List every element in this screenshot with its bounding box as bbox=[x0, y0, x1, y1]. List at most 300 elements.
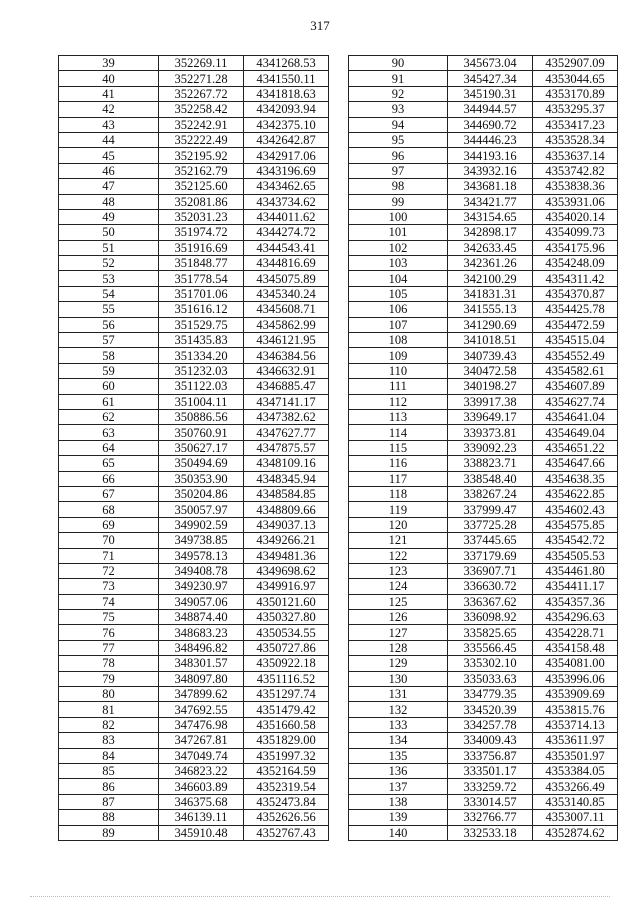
y-coordinate-cell: 4344816.69 bbox=[244, 256, 329, 271]
table-row bbox=[59, 102, 329, 117]
table-row bbox=[59, 379, 329, 394]
point-number-cell: 77 bbox=[59, 640, 159, 655]
table-row bbox=[59, 56, 329, 71]
table-row bbox=[349, 717, 618, 732]
x-coordinate-cell: 334520.39 bbox=[448, 702, 533, 717]
x-coordinate-cell: 341290.69 bbox=[448, 317, 533, 332]
table-row bbox=[59, 394, 329, 409]
x-coordinate-cell: 351616.12 bbox=[159, 302, 244, 317]
y-coordinate-cell: 4352626.56 bbox=[244, 810, 329, 825]
table-row bbox=[349, 810, 618, 825]
y-coordinate-cell: 4354425.78 bbox=[533, 302, 618, 317]
point-number-cell: 140 bbox=[349, 825, 448, 840]
x-coordinate-cell: 337445.65 bbox=[448, 533, 533, 548]
y-coordinate-cell: 4353714.13 bbox=[533, 717, 618, 732]
x-coordinate-cell: 336907.71 bbox=[448, 563, 533, 578]
y-coordinate-cell: 4351997.32 bbox=[244, 748, 329, 763]
x-coordinate-cell: 338267.24 bbox=[448, 486, 533, 501]
point-number-cell: 46 bbox=[59, 163, 159, 178]
table-row bbox=[349, 225, 618, 240]
point-number-cell: 130 bbox=[349, 671, 448, 686]
y-coordinate-cell: 4346885.47 bbox=[244, 379, 329, 394]
x-coordinate-cell: 350353.90 bbox=[159, 471, 244, 486]
y-coordinate-cell: 4346121.95 bbox=[244, 333, 329, 348]
table-row bbox=[59, 563, 329, 578]
point-number-cell: 78 bbox=[59, 656, 159, 671]
table-row bbox=[59, 517, 329, 532]
table-row bbox=[59, 302, 329, 317]
table-row bbox=[349, 256, 618, 271]
table-row bbox=[59, 348, 329, 363]
table-row bbox=[59, 640, 329, 655]
y-coordinate-cell: 4354311.42 bbox=[533, 271, 618, 286]
y-coordinate-cell: 4348584.85 bbox=[244, 486, 329, 501]
x-coordinate-cell: 336367.62 bbox=[448, 594, 533, 609]
y-coordinate-cell: 4342093.94 bbox=[244, 102, 329, 117]
table-row bbox=[349, 548, 618, 563]
y-coordinate-cell: 4344274.72 bbox=[244, 225, 329, 240]
y-coordinate-cell: 4352767.43 bbox=[244, 825, 329, 840]
table-row bbox=[59, 471, 329, 486]
x-coordinate-cell: 343421.77 bbox=[448, 194, 533, 209]
y-coordinate-cell: 4354582.61 bbox=[533, 363, 618, 378]
x-coordinate-cell: 349230.97 bbox=[159, 579, 244, 594]
y-coordinate-cell: 4353140.85 bbox=[533, 794, 618, 809]
table-row bbox=[59, 763, 329, 778]
point-number-cell: 107 bbox=[349, 317, 448, 332]
y-coordinate-cell: 4349698.62 bbox=[244, 563, 329, 578]
x-coordinate-cell: 351435.83 bbox=[159, 333, 244, 348]
y-coordinate-cell: 4354175.96 bbox=[533, 240, 618, 255]
table-row bbox=[59, 610, 329, 625]
table-row bbox=[59, 779, 329, 794]
x-coordinate-cell: 339373.81 bbox=[448, 425, 533, 440]
y-coordinate-cell: 4348809.66 bbox=[244, 502, 329, 517]
x-coordinate-cell: 345910.48 bbox=[159, 825, 244, 840]
point-number-cell: 58 bbox=[59, 348, 159, 363]
y-coordinate-cell: 4343734.62 bbox=[244, 194, 329, 209]
y-coordinate-cell: 4353295.37 bbox=[533, 102, 618, 117]
point-number-cell: 97 bbox=[349, 163, 448, 178]
x-coordinate-cell: 351701.06 bbox=[159, 286, 244, 301]
point-number-cell: 104 bbox=[349, 271, 448, 286]
point-number-cell: 47 bbox=[59, 179, 159, 194]
point-number-cell: 52 bbox=[59, 256, 159, 271]
x-coordinate-cell: 349408.78 bbox=[159, 563, 244, 578]
point-number-cell: 82 bbox=[59, 717, 159, 732]
y-coordinate-cell: 4353384.05 bbox=[533, 763, 618, 778]
x-coordinate-cell: 350204.86 bbox=[159, 486, 244, 501]
y-coordinate-cell: 4354228.71 bbox=[533, 625, 618, 640]
x-coordinate-cell: 347899.62 bbox=[159, 687, 244, 702]
y-coordinate-cell: 4354296.63 bbox=[533, 610, 618, 625]
x-coordinate-cell: 333501.17 bbox=[448, 763, 533, 778]
table-row bbox=[349, 579, 618, 594]
table-row bbox=[349, 194, 618, 209]
y-coordinate-cell: 4348345.94 bbox=[244, 471, 329, 486]
table-row bbox=[349, 86, 618, 101]
point-number-cell: 86 bbox=[59, 779, 159, 794]
table-row bbox=[59, 748, 329, 763]
point-number-cell: 66 bbox=[59, 471, 159, 486]
table-row bbox=[349, 240, 618, 255]
x-coordinate-cell: 350886.56 bbox=[159, 409, 244, 424]
table-row bbox=[59, 440, 329, 455]
point-number-cell: 55 bbox=[59, 302, 159, 317]
x-coordinate-cell: 334779.35 bbox=[448, 687, 533, 702]
point-number-cell: 49 bbox=[59, 209, 159, 224]
point-number-cell: 110 bbox=[349, 363, 448, 378]
y-coordinate-cell: 4343462.65 bbox=[244, 179, 329, 194]
point-number-cell: 92 bbox=[349, 86, 448, 101]
point-number-cell: 137 bbox=[349, 779, 448, 794]
point-number-cell: 102 bbox=[349, 240, 448, 255]
y-coordinate-cell: 4354505.53 bbox=[533, 548, 618, 563]
table-row bbox=[59, 702, 329, 717]
point-number-cell: 106 bbox=[349, 302, 448, 317]
y-coordinate-cell: 4352164.59 bbox=[244, 763, 329, 778]
y-coordinate-cell: 4345608.71 bbox=[244, 302, 329, 317]
y-coordinate-cell: 4342917.06 bbox=[244, 148, 329, 163]
table-row bbox=[59, 625, 329, 640]
y-coordinate-cell: 4349266.21 bbox=[244, 533, 329, 548]
y-coordinate-cell: 4347382.62 bbox=[244, 409, 329, 424]
table-row bbox=[59, 733, 329, 748]
point-number-cell: 112 bbox=[349, 394, 448, 409]
point-number-cell: 50 bbox=[59, 225, 159, 240]
point-number-cell: 132 bbox=[349, 702, 448, 717]
y-coordinate-cell: 4341268.53 bbox=[244, 56, 329, 71]
x-coordinate-cell: 352258.42 bbox=[159, 102, 244, 117]
x-coordinate-cell: 345427.34 bbox=[448, 71, 533, 86]
y-coordinate-cell: 4345340.24 bbox=[244, 286, 329, 301]
y-coordinate-cell: 4354647.66 bbox=[533, 456, 618, 471]
x-coordinate-cell: 335825.65 bbox=[448, 625, 533, 640]
table-row bbox=[349, 594, 618, 609]
point-number-cell: 61 bbox=[59, 394, 159, 409]
point-number-cell: 73 bbox=[59, 579, 159, 594]
table-row bbox=[349, 486, 618, 501]
table-row bbox=[59, 117, 329, 132]
point-number-cell: 101 bbox=[349, 225, 448, 240]
x-coordinate-cell: 347049.74 bbox=[159, 748, 244, 763]
table-row bbox=[349, 333, 618, 348]
x-coordinate-cell: 339649.17 bbox=[448, 409, 533, 424]
point-number-cell: 71 bbox=[59, 548, 159, 563]
table-row bbox=[349, 363, 618, 378]
y-coordinate-cell: 4345075.89 bbox=[244, 271, 329, 286]
y-coordinate-cell: 4350327.80 bbox=[244, 610, 329, 625]
point-number-cell: 81 bbox=[59, 702, 159, 717]
x-coordinate-cell: 348097.80 bbox=[159, 671, 244, 686]
point-number-cell: 53 bbox=[59, 271, 159, 286]
table-row bbox=[59, 810, 329, 825]
table-row bbox=[349, 656, 618, 671]
y-coordinate-cell: 4353501.97 bbox=[533, 748, 618, 763]
x-coordinate-cell: 346823.22 bbox=[159, 763, 244, 778]
point-number-cell: 51 bbox=[59, 240, 159, 255]
y-coordinate-cell: 4342642.87 bbox=[244, 132, 329, 147]
x-coordinate-cell: 352125.60 bbox=[159, 179, 244, 194]
x-coordinate-cell: 349902.59 bbox=[159, 517, 244, 532]
table-row bbox=[349, 409, 618, 424]
table-row bbox=[59, 163, 329, 178]
x-coordinate-cell: 343154.65 bbox=[448, 209, 533, 224]
y-coordinate-cell: 4354370.87 bbox=[533, 286, 618, 301]
table-row bbox=[349, 132, 618, 147]
point-number-cell: 138 bbox=[349, 794, 448, 809]
table-row bbox=[349, 271, 618, 286]
x-coordinate-cell: 352269.11 bbox=[159, 56, 244, 71]
point-number-cell: 76 bbox=[59, 625, 159, 640]
table-row bbox=[59, 317, 329, 332]
point-number-cell: 90 bbox=[349, 56, 448, 71]
table-row bbox=[349, 533, 618, 548]
table-row bbox=[59, 533, 329, 548]
point-number-cell: 116 bbox=[349, 456, 448, 471]
point-number-cell: 67 bbox=[59, 486, 159, 501]
y-coordinate-cell: 4352319.54 bbox=[244, 779, 329, 794]
y-coordinate-cell: 4353742.82 bbox=[533, 163, 618, 178]
table-row bbox=[59, 256, 329, 271]
point-number-cell: 70 bbox=[59, 533, 159, 548]
table-row bbox=[59, 425, 329, 440]
point-number-cell: 44 bbox=[59, 132, 159, 147]
x-coordinate-cell: 349057.06 bbox=[159, 594, 244, 609]
point-number-cell: 84 bbox=[59, 748, 159, 763]
table-row bbox=[59, 502, 329, 517]
point-number-cell: 123 bbox=[349, 563, 448, 578]
x-coordinate-cell: 346139.11 bbox=[159, 810, 244, 825]
x-coordinate-cell: 350494.69 bbox=[159, 456, 244, 471]
table-row bbox=[59, 456, 329, 471]
y-coordinate-cell: 4347875.57 bbox=[244, 440, 329, 455]
x-coordinate-cell: 337725.28 bbox=[448, 517, 533, 532]
table-row bbox=[59, 687, 329, 702]
x-coordinate-cell: 347267.81 bbox=[159, 733, 244, 748]
table-row bbox=[349, 563, 618, 578]
x-coordinate-cell: 342898.17 bbox=[448, 225, 533, 240]
x-coordinate-cell: 334257.78 bbox=[448, 717, 533, 732]
y-coordinate-cell: 4353637.14 bbox=[533, 148, 618, 163]
table-row bbox=[59, 194, 329, 209]
y-coordinate-cell: 4352473.84 bbox=[244, 794, 329, 809]
point-number-cell: 120 bbox=[349, 517, 448, 532]
table-row bbox=[59, 594, 329, 609]
point-number-cell: 118 bbox=[349, 486, 448, 501]
y-coordinate-cell: 4354602.43 bbox=[533, 502, 618, 517]
x-coordinate-cell: 337999.47 bbox=[448, 502, 533, 517]
x-coordinate-cell: 351974.72 bbox=[159, 225, 244, 240]
table-row bbox=[59, 717, 329, 732]
y-coordinate-cell: 4354649.04 bbox=[533, 425, 618, 440]
point-number-cell: 83 bbox=[59, 733, 159, 748]
y-coordinate-cell: 4354461.80 bbox=[533, 563, 618, 578]
point-number-cell: 124 bbox=[349, 579, 448, 594]
table-row bbox=[349, 302, 618, 317]
y-coordinate-cell: 4344011.62 bbox=[244, 209, 329, 224]
point-number-cell: 135 bbox=[349, 748, 448, 763]
y-coordinate-cell: 4350727.86 bbox=[244, 640, 329, 655]
table-row bbox=[59, 486, 329, 501]
point-number-cell: 105 bbox=[349, 286, 448, 301]
y-coordinate-cell: 4344543.41 bbox=[244, 240, 329, 255]
point-number-cell: 48 bbox=[59, 194, 159, 209]
table-row bbox=[59, 363, 329, 378]
y-coordinate-cell: 4353417.23 bbox=[533, 117, 618, 132]
y-coordinate-cell: 4353815.76 bbox=[533, 702, 618, 717]
table-row bbox=[349, 163, 618, 178]
x-coordinate-cell: 342100.29 bbox=[448, 271, 533, 286]
table-row bbox=[59, 86, 329, 101]
y-coordinate-cell: 4347627.77 bbox=[244, 425, 329, 440]
y-coordinate-cell: 4354158.48 bbox=[533, 640, 618, 655]
x-coordinate-cell: 342361.26 bbox=[448, 256, 533, 271]
y-coordinate-cell: 4354542.72 bbox=[533, 533, 618, 548]
x-coordinate-cell: 351334.20 bbox=[159, 348, 244, 363]
x-coordinate-cell: 341831.31 bbox=[448, 286, 533, 301]
point-number-cell: 93 bbox=[349, 102, 448, 117]
y-coordinate-cell: 4351297.74 bbox=[244, 687, 329, 702]
table-row bbox=[59, 286, 329, 301]
point-number-cell: 59 bbox=[59, 363, 159, 378]
point-number-cell: 72 bbox=[59, 563, 159, 578]
y-coordinate-cell: 4353838.36 bbox=[533, 179, 618, 194]
table-row bbox=[59, 209, 329, 224]
x-coordinate-cell: 350057.97 bbox=[159, 502, 244, 517]
point-number-cell: 121 bbox=[349, 533, 448, 548]
y-coordinate-cell: 4353044.65 bbox=[533, 71, 618, 86]
y-coordinate-cell: 4351116.52 bbox=[244, 671, 329, 686]
x-coordinate-cell: 334009.43 bbox=[448, 733, 533, 748]
x-coordinate-cell: 352271.28 bbox=[159, 71, 244, 86]
point-number-cell: 131 bbox=[349, 687, 448, 702]
x-coordinate-cell: 351529.75 bbox=[159, 317, 244, 332]
x-coordinate-cell: 352195.92 bbox=[159, 148, 244, 163]
x-coordinate-cell: 352162.79 bbox=[159, 163, 244, 178]
point-number-cell: 111 bbox=[349, 379, 448, 394]
table-row bbox=[349, 779, 618, 794]
point-number-cell: 94 bbox=[349, 117, 448, 132]
table-row bbox=[59, 671, 329, 686]
x-coordinate-cell: 341555.13 bbox=[448, 302, 533, 317]
x-coordinate-cell: 335566.45 bbox=[448, 640, 533, 655]
x-coordinate-cell: 340472.58 bbox=[448, 363, 533, 378]
point-number-cell: 65 bbox=[59, 456, 159, 471]
point-number-cell: 63 bbox=[59, 425, 159, 440]
y-coordinate-cell: 4350922.18 bbox=[244, 656, 329, 671]
point-number-cell: 133 bbox=[349, 717, 448, 732]
x-coordinate-cell: 348496.82 bbox=[159, 640, 244, 655]
point-number-cell: 115 bbox=[349, 440, 448, 455]
x-coordinate-cell: 333014.57 bbox=[448, 794, 533, 809]
y-coordinate-cell: 4353611.97 bbox=[533, 733, 618, 748]
point-number-cell: 109 bbox=[349, 348, 448, 363]
x-coordinate-cell: 352242.91 bbox=[159, 117, 244, 132]
table-row bbox=[59, 794, 329, 809]
point-number-cell: 60 bbox=[59, 379, 159, 394]
x-coordinate-cell: 337179.69 bbox=[448, 548, 533, 563]
table-row bbox=[59, 333, 329, 348]
x-coordinate-cell: 333259.72 bbox=[448, 779, 533, 794]
table-row bbox=[349, 763, 618, 778]
y-coordinate-cell: 4352874.62 bbox=[533, 825, 618, 840]
y-coordinate-cell: 4354357.36 bbox=[533, 594, 618, 609]
y-coordinate-cell: 4354515.04 bbox=[533, 333, 618, 348]
point-number-cell: 126 bbox=[349, 610, 448, 625]
point-number-cell: 45 bbox=[59, 148, 159, 163]
x-coordinate-cell: 347476.98 bbox=[159, 717, 244, 732]
x-coordinate-cell: 338548.40 bbox=[448, 471, 533, 486]
y-coordinate-cell: 4354081.00 bbox=[533, 656, 618, 671]
y-coordinate-cell: 4341818.63 bbox=[244, 86, 329, 101]
point-number-cell: 85 bbox=[59, 763, 159, 778]
x-coordinate-cell: 352081.86 bbox=[159, 194, 244, 209]
x-coordinate-cell: 346603.89 bbox=[159, 779, 244, 794]
point-number-cell: 100 bbox=[349, 209, 448, 224]
x-coordinate-cell: 335302.10 bbox=[448, 656, 533, 671]
table-row bbox=[59, 148, 329, 163]
table-row bbox=[349, 56, 618, 71]
table-row bbox=[349, 379, 618, 394]
y-coordinate-cell: 4349481.36 bbox=[244, 548, 329, 563]
x-coordinate-cell: 351848.77 bbox=[159, 256, 244, 271]
table-row bbox=[349, 317, 618, 332]
point-number-cell: 113 bbox=[349, 409, 448, 424]
point-number-cell: 64 bbox=[59, 440, 159, 455]
x-coordinate-cell: 344690.72 bbox=[448, 117, 533, 132]
table-row bbox=[349, 517, 618, 532]
table-body bbox=[59, 56, 329, 841]
y-coordinate-cell: 4353909.69 bbox=[533, 687, 618, 702]
table-row bbox=[59, 409, 329, 424]
x-coordinate-cell: 343681.18 bbox=[448, 179, 533, 194]
table-row bbox=[59, 240, 329, 255]
point-number-cell: 125 bbox=[349, 594, 448, 609]
x-coordinate-cell: 351232.03 bbox=[159, 363, 244, 378]
y-coordinate-cell: 4350534.55 bbox=[244, 625, 329, 640]
x-coordinate-cell: 344944.57 bbox=[448, 102, 533, 117]
y-coordinate-cell: 4354627.74 bbox=[533, 394, 618, 409]
table-row bbox=[59, 548, 329, 563]
table-row bbox=[349, 117, 618, 132]
x-coordinate-cell: 339917.38 bbox=[448, 394, 533, 409]
y-coordinate-cell: 4354472.59 bbox=[533, 317, 618, 332]
point-number-cell: 40 bbox=[59, 71, 159, 86]
y-coordinate-cell: 4350121.60 bbox=[244, 594, 329, 609]
x-coordinate-cell: 347692.55 bbox=[159, 702, 244, 717]
point-number-cell: 79 bbox=[59, 671, 159, 686]
table-row bbox=[349, 625, 618, 640]
x-coordinate-cell: 333756.87 bbox=[448, 748, 533, 763]
x-coordinate-cell: 343932.16 bbox=[448, 163, 533, 178]
y-coordinate-cell: 4354607.89 bbox=[533, 379, 618, 394]
table-row bbox=[59, 656, 329, 671]
point-number-cell: 56 bbox=[59, 317, 159, 332]
table-row bbox=[349, 102, 618, 117]
y-coordinate-cell: 4354248.09 bbox=[533, 256, 618, 271]
x-coordinate-cell: 335033.63 bbox=[448, 671, 533, 686]
x-coordinate-cell: 336630.72 bbox=[448, 579, 533, 594]
point-number-cell: 42 bbox=[59, 102, 159, 117]
point-number-cell: 127 bbox=[349, 625, 448, 640]
table-row bbox=[349, 702, 618, 717]
coordinates-table-left bbox=[58, 55, 329, 841]
y-coordinate-cell: 4346384.56 bbox=[244, 348, 329, 363]
x-coordinate-cell: 341018.51 bbox=[448, 333, 533, 348]
x-coordinate-cell: 345673.04 bbox=[448, 56, 533, 71]
point-number-cell: 74 bbox=[59, 594, 159, 609]
